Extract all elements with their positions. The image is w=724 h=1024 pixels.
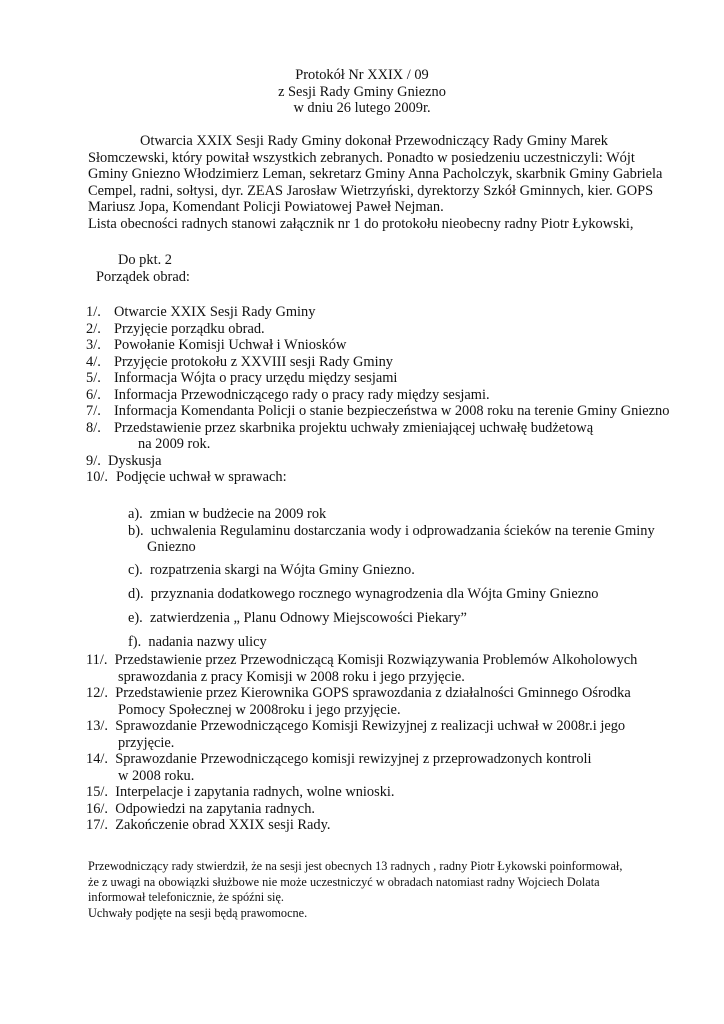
agenda-number: 13/. [86,718,108,734]
agenda-text: Informacja Przewodniczącego rady o pracy rady między sesjami. [114,386,490,403]
agenda-item [86,784,718,801]
agenda-text: Sprawozdanie Przewodniczącego komisji rewizyjnej z przeprowadzonych kontroli [115,751,592,767]
agenda-text: Interpelacje i zapytania radnych, wolne wnioski. [115,784,395,800]
sub-item [128,523,718,539]
agenda-item [86,403,718,420]
agenda-heading: Porządek obrad: [96,268,190,285]
agenda-item [86,420,718,437]
agenda-text: Odpowiedzi na zapytania radnych. [115,800,315,817]
sub-item [128,610,718,634]
intro-paragraph [88,133,718,232]
point-2-section [88,252,190,285]
agenda-text: Powołanie Komisji Uchwał i Wniosków [114,337,347,353]
protocol-title: Protokół Nr XXIX / 09 [295,67,429,83]
sub-text: uchwalenia Regulaminu dostarczania wody i odprowadzania ścieków na terenie Gminy [150,523,655,539]
agenda-item [86,321,718,338]
agenda-item [86,685,718,702]
agenda-text: Przedstawienie przez Kierownika GOPS sprawozdania z działalności Gminnego Ośrodka [115,685,631,701]
agenda-number: 11/. [86,652,108,668]
agenda-number: 9/. [86,452,101,469]
agenda-item [86,304,718,321]
sub-text: przyznania dodatkowego rocznego wynagrodzenia dla Wójta Gminy Gniezno [150,586,599,602]
agenda-text: Sprawozdanie Przewodniczącego Komisji Rewizyjnej z realizacji uchwał w 2008r.i jego [115,718,626,734]
closing-line: informował telefonicznie, że spóźni się. [88,890,284,904]
sub-item [128,634,718,651]
protocol-date: w dniu 26 lutego 2009r. [293,100,431,116]
protocol-header [0,67,724,117]
sub-letter: a). [128,506,143,522]
closing-paragraph [88,859,718,921]
agenda-number: 2/. [86,320,101,337]
agenda-number: 1/. [86,304,101,320]
sub-letter: d). [128,586,144,602]
sub-letter: c). [128,562,143,578]
sub-letter: b). [128,523,144,539]
sub-text: zatwierdzenia „ Planu Odnowy Miejscowości Piekary” [149,610,467,626]
closing-line: Przewodniczący rady stwierdził, że na sesji jest obecnych 13 radnych , radny Piotr Łykowski poinformował, [88,859,623,873]
agenda-item [86,718,718,735]
agenda-list [86,304,718,486]
agenda-number: 14/. [86,751,108,767]
intro-line: Cempel, radni, sołtysi, dyr. ZEAS Jarosław Wietrzyński, dyrektorzy Szkół Gminnych, kier. GOPS [88,182,654,199]
agenda-number: 15/. [86,784,108,800]
agenda-item [86,801,718,818]
sub-item [128,586,718,610]
agenda-number: 6/. [86,386,101,403]
agenda-item [86,354,718,371]
agenda-item [86,469,718,486]
agenda-number: 16/. [86,800,108,817]
agenda-item [86,337,718,354]
sub-text-continued: Gniezno [147,539,196,555]
agenda-item [86,817,718,834]
agenda-text-continued: na 2009 rok. [138,436,211,452]
agenda-number: 17/. [86,817,108,833]
agenda-text: Przedstawienie przez skarbnika projektu uchwały zmieniającej uchwałę budżetową [114,419,594,436]
agenda-item [86,387,718,404]
agenda-number: 8/. [86,419,101,436]
intro-line: Gminy Gniezno Włodzimierz Leman, sekretarz Gminy Anna Pacholczyk, skarbnik Gminy Gabriela [88,166,663,182]
sub-text: nadania nazwy ulicy [148,634,267,650]
agenda-number: 10/. [86,469,108,485]
agenda-text-continued: Pomocy Społecznej w 2008roku i jego przyjęcie. [118,701,401,718]
closing-line: że z uwagi na obowiązki służbowe nie może uczestniczyć w obradach natomiast radny Wojciech Dolata [88,874,600,889]
point-label: Do pkt. 2 [118,252,172,268]
agenda-text: Informacja Wójta o pracy urzędu między sesjami [114,370,398,386]
agenda-item [86,453,718,470]
sub-letter: f). [128,634,142,650]
agenda-text: Dyskusja [108,452,162,469]
agenda-list-continued [86,652,718,834]
attendance-line: Lista obecności radnych stanowi załącznik nr 1 do protokołu nieobecny radny Piotr Łykowski, [88,215,634,232]
agenda-text: Przedstawienie przez Przewodniczącą Komisji Rozwiązywania Problemów Alkoholowych [114,652,638,668]
sub-text: zmian w budżecie na 2009 rok [149,506,327,522]
agenda-text: Otwarcie XXIX Sesji Rady Gminy [114,304,316,320]
agenda-text: Podjęcie uchwał w sprawach: [116,469,287,485]
agenda-text: Zakończenie obrad XXIX sesji Rady. [115,817,331,833]
agenda-item [86,652,718,669]
protocol-subtitle: z Sesji Rady Gminy Gniezno [278,83,446,100]
agenda-text: Przyjęcie protokołu z XXVIII sesji Rady Gminy [114,353,393,370]
sub-item [128,562,718,586]
agenda-number: 3/. [86,337,101,353]
agenda-text-continued: sprawozdania z pracy Komisji w 2008 roku i jego przyjęcie. [118,668,465,685]
sub-item [128,506,718,523]
agenda-number: 4/. [86,353,101,370]
agenda-number: 7/. [86,403,101,419]
resolution-sublist [128,506,718,651]
agenda-number: 5/. [86,370,101,386]
agenda-text: Informacja Komendanta Policji o stanie bezpieczeństwa w 2008 roku na terenie Gminy Gniezno [114,403,670,419]
intro-line: Słomczewski, który powitał wszystkich zebranych. Ponadto w posiedzeniu uczestniczyli: Wójt [88,149,635,166]
intro-line: Otwarcia XXIX Sesji Rady Gminy dokonał Przewodniczący Rady Gminy Marek [140,133,608,149]
agenda-text-continued: przyjęcie. [118,734,175,751]
closing-line: Uchwały podjęte na sesji będą prawomocne. [88,905,308,920]
agenda-item [86,751,718,768]
agenda-number: 12/. [86,685,108,701]
agenda-item [86,370,718,387]
sub-letter: e). [128,610,143,626]
agenda-text: Przyjęcie porządku obrad. [114,320,265,337]
agenda-text-continued: w 2008 roku. [118,767,195,784]
sub-text: rozpatrzenia skargi na Wójta Gminy Gniezno. [149,562,415,578]
intro-line: Mariusz Jopa, Komendant Policji Powiatowej Paweł Nejman. [88,199,444,215]
